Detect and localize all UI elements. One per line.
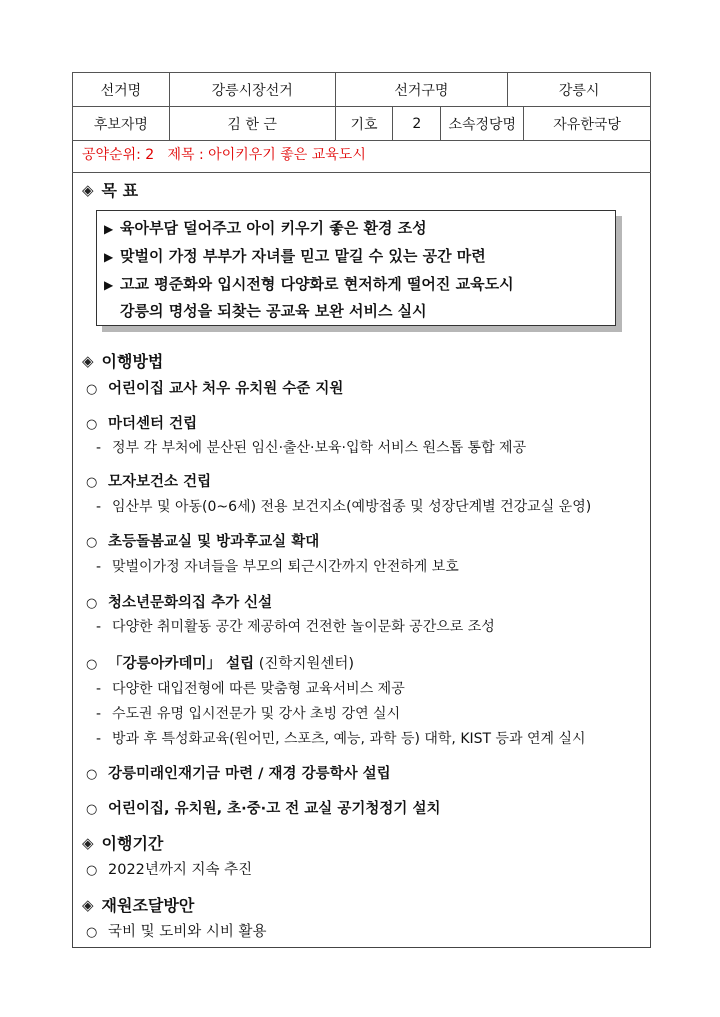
dash-bullet: - xyxy=(96,706,102,722)
election-value: 강릉시장선거 xyxy=(169,73,335,107)
method-item xyxy=(86,377,343,398)
diamond-icon: ◈ xyxy=(82,833,94,852)
dash-bullet: - xyxy=(96,619,102,635)
goal-item xyxy=(104,300,427,321)
method-sub-item xyxy=(96,496,591,516)
method-item xyxy=(86,652,354,673)
method-item xyxy=(86,762,391,783)
circle-bullet-icon: ○ xyxy=(86,863,98,878)
election-label: 선거명 xyxy=(73,73,170,107)
goal-item xyxy=(104,245,486,266)
dash-bullet: - xyxy=(96,440,102,456)
method-text: 초등돌봄교실 및 방과후교실 확대 xyxy=(108,534,320,550)
dash-bullet: - xyxy=(96,731,102,747)
method-text: 청소년문화의집 추가 신설 xyxy=(108,595,273,611)
method-sub-item xyxy=(96,678,405,698)
candidate-label: 후보자명 xyxy=(73,107,170,141)
method-sub-text: 임산부 및 아동(0~6세) 전용 보건지소(예방접종 및 성장단계별 건강교실 운영) xyxy=(112,499,592,515)
circle-bullet-icon: ○ xyxy=(86,925,98,940)
number-value: 2 xyxy=(393,107,441,141)
method-text: 강릉미래인재기금 마련 / 재경 강릉학사 설립 xyxy=(108,766,391,782)
method-sub-item xyxy=(96,703,400,723)
method-item xyxy=(86,591,272,612)
method-item xyxy=(86,797,440,818)
method-sub-item xyxy=(96,556,459,576)
goal-text: 육아부담 덜어주고 아이 키우기 좋은 환경 조성 xyxy=(120,219,427,237)
section-period xyxy=(82,831,163,854)
diamond-icon: ◈ xyxy=(82,351,94,370)
method-note: (진학지원센터) xyxy=(258,656,355,672)
period-item xyxy=(86,858,252,879)
funding-text: 국비 및 도비와 시비 활용 xyxy=(108,924,267,940)
diamond-icon: ◈ xyxy=(82,895,94,914)
circle-bullet-icon: ○ xyxy=(86,382,98,397)
method-sub-text: 방과 후 특성화교육(원어민, 스포츠, 예능, 과학 등) 대학, KIST 등과 연계 실시 xyxy=(112,731,586,747)
method-item xyxy=(86,470,211,491)
triangle-icon: ▶ xyxy=(104,222,114,236)
party-label: 소속정당명 xyxy=(441,107,524,141)
goal-item xyxy=(104,217,427,238)
method-sub-item xyxy=(96,437,526,457)
pledge-title: 공약순위: 2 제목 : 아이키우기 좋은 교육도시 xyxy=(72,140,651,173)
method-item xyxy=(86,412,197,433)
dash-bullet: - xyxy=(96,559,102,575)
party-value: 자유한국당 xyxy=(524,107,651,141)
circle-bullet-icon: ○ xyxy=(86,596,98,611)
circle-bullet-icon: ○ xyxy=(86,475,98,490)
section-funding-title: 재원조달방안 xyxy=(101,896,195,915)
goal-text: 맞벌이 가정 부부가 자녀를 믿고 맡길 수 있는 공간 마련 xyxy=(120,247,486,265)
number-label: 기호 xyxy=(335,107,393,141)
method-sub-item xyxy=(96,728,586,748)
section-period-title: 이행기간 xyxy=(101,834,164,853)
info-row-candidate xyxy=(73,107,651,141)
circle-bullet-icon: ○ xyxy=(86,767,98,782)
triangle-icon: ▶ xyxy=(104,278,114,292)
method-text: 어린이집, 유치원, 초·중·고 전 교실 공기청정기 설치 xyxy=(108,801,441,817)
circle-bullet-icon: ○ xyxy=(86,417,98,432)
goal-text: 고교 평준화와 입시전형 다양화로 현저하게 떨어진 교육도시 xyxy=(120,275,514,293)
section-methods xyxy=(82,349,163,372)
diamond-icon: ◈ xyxy=(82,180,94,199)
method-text: 마더센터 건립 xyxy=(108,416,198,432)
method-sub-text: 다양한 취미활동 공간 제공하여 건전한 놀이문화 공간으로 조성 xyxy=(112,619,495,635)
circle-bullet-icon: ○ xyxy=(86,802,98,817)
period-text: 2022년까지 지속 추진 xyxy=(108,862,253,878)
dash-bullet: - xyxy=(96,499,102,515)
candidate-value: 김 한 근 xyxy=(169,107,335,141)
circle-bullet-icon: ○ xyxy=(86,657,98,672)
dash-bullet: - xyxy=(96,681,102,697)
method-sub-text: 다양한 대입전형에 따른 맞춤형 교육서비스 제공 xyxy=(112,681,405,697)
section-methods-title: 이행방법 xyxy=(101,352,164,371)
method-text: 어린이집 교사 처우 유치원 수준 지원 xyxy=(108,381,344,397)
method-text: 모자보건소 건립 xyxy=(108,474,212,490)
goal-text: 강릉의 명성을 되찾는 공교육 보완 서비스 실시 xyxy=(120,302,427,320)
info-row-election xyxy=(73,73,651,107)
section-goals-title: 목 표 xyxy=(101,181,139,200)
goal-item xyxy=(104,273,514,294)
info-table-candidate xyxy=(72,106,651,141)
method-sub-item xyxy=(96,616,495,636)
district-label: 선거구명 xyxy=(335,73,508,107)
circle-bullet-icon: ○ xyxy=(86,535,98,550)
section-goals xyxy=(82,178,138,201)
funding-item xyxy=(86,920,267,941)
method-sub-text: 수도권 유명 입시전문가 및 강사 초빙 강연 실시 xyxy=(112,706,401,722)
method-text: 「강릉아카데미」 설립 xyxy=(108,656,255,672)
section-funding xyxy=(82,893,194,916)
method-sub-text: 맞벌이가정 자녀들을 부모의 퇴근시간까지 안전하게 보호 xyxy=(112,559,459,575)
method-item xyxy=(86,530,319,551)
district-value: 강릉시 xyxy=(508,73,651,107)
info-table xyxy=(72,72,651,107)
method-sub-text: 정부 각 부처에 분산된 임신·출산·보육·입학 서비스 원스톱 통합 제공 xyxy=(112,440,527,456)
triangle-icon: ▶ xyxy=(104,250,114,264)
